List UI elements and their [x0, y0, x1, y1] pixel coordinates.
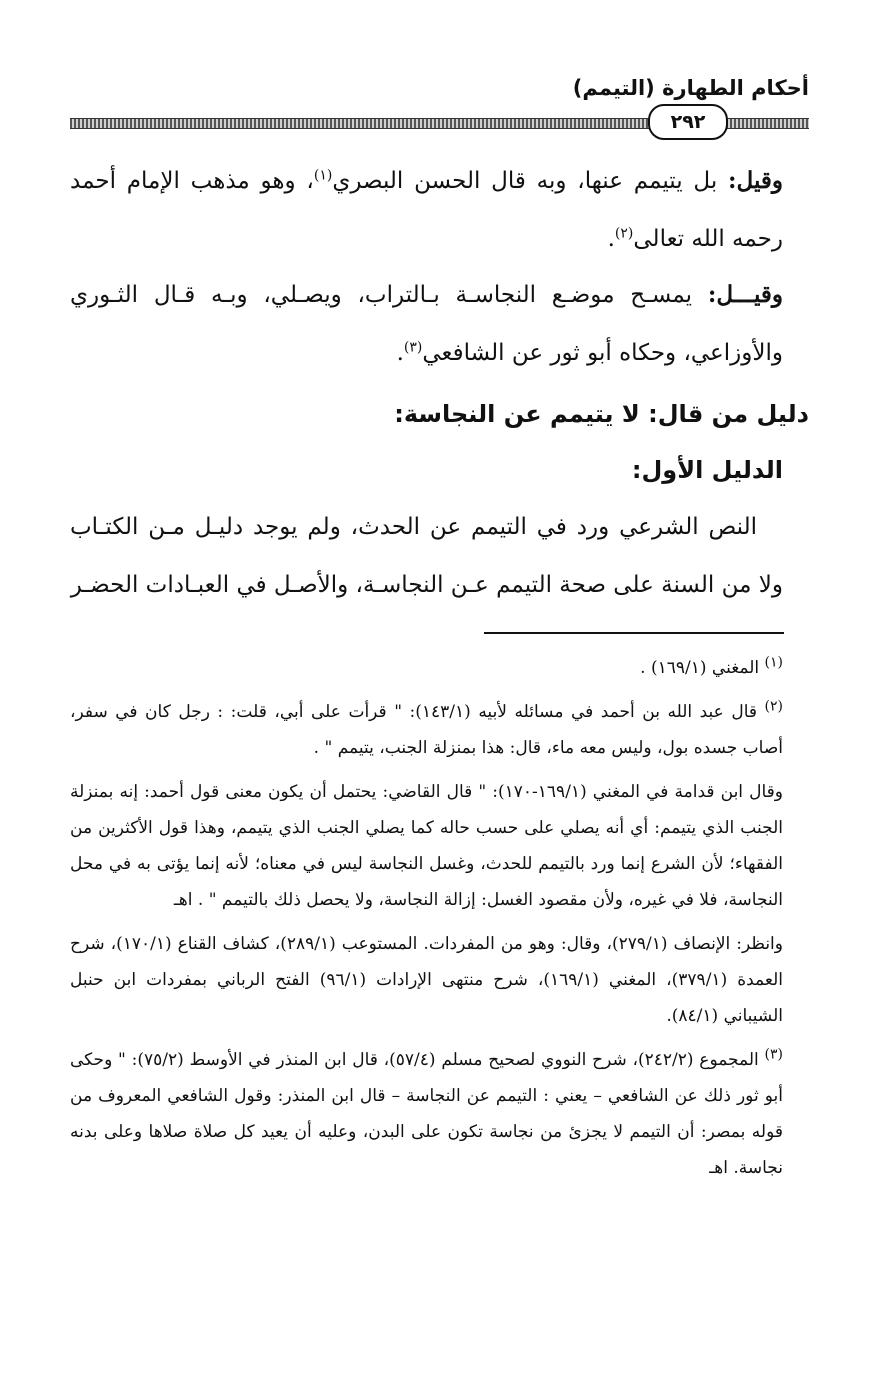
paragraph-3: النص الشرعي ورد في التيمم عن الحدث، ولم يوجد دليـل مـن الكتـاب ولا من السنة على صحة التيمم عـن النجاسـة، والأصـل في العبـادات الحضـر — [70, 514, 783, 598]
paragraph-1-end: . — [607, 226, 615, 252]
paragraph-1 — [70, 152, 783, 268]
footnote-ref-2: (٢) — [614, 225, 634, 242]
footnote-2-number: (٢) — [764, 698, 783, 715]
paragraph-2-end: . — [396, 340, 404, 366]
footnote-2 — [70, 694, 783, 766]
footnote-3 — [70, 1042, 783, 1186]
footnote-ref-3: (٣) — [403, 339, 423, 356]
subsection-heading: الدليل الأول: — [631, 456, 783, 484]
section-heading: دليل من قال: لا يتيمم عن النجاسة: — [394, 400, 809, 428]
paragraph-2-text: يمسـح موضـع النجاسـة بـالتراب، ويصـلي، وبـه قـال الثـوري والأوزاعي، وحكاه أبو ثور عن الشافعي — [70, 282, 783, 366]
footnotes — [70, 650, 783, 1194]
footnote-1 — [70, 650, 783, 686]
paragraph-1-text-b: ، وهو مذهب الإمام أحمد رحمه الله تعالى — [70, 168, 783, 252]
footnote-1-number: (١) — [764, 654, 783, 671]
footnote-1-text: المغني (١٦٩/١) . — [640, 658, 765, 678]
footnote-2-continued: وقال ابن قدامة في المغني (١٦٩/١-١٧٠): " قال القاضي: يحتمل أن يكون معنى قول أحمد: إنه بمنزلة الجنب الذي يتيمم: أي أنه يصلي على حسب حاله كما يصلي الجنب الذي يتيمم، وهذا قول الأكثرين من الفقهاء؛ لأن الشرع إنما ورد بالتيمم للحدث، وغسل النجاسة ليس في معناه؛ لأنه إنما يؤتى به في محل النجاسة، فلا في غيره، ولأن مقصود الغسل: إزالة النجاسة، ولا يحصل ذلك بالتيمم " . اهـ — [70, 782, 783, 910]
paragraph-2 — [70, 266, 783, 382]
page-number: ٢٩٢ — [648, 104, 728, 140]
footnote-3-text: المجموع (٢٤٢/٢)، شرح النووي لصحيح مسلم (٥٧/٤)، قال ابن المنذر في الأوسط (٧٥/٢): " وحكى أبو ثور ذلك عن الشافعي – يعني : التيمم عن النجاسة – قال ابن المنذر: وقول الشافعي المعروف من قوله بمصر: أن التيمم لا يجزئ من نجاسة تكون على البدن، وعليه أن يعيد كل صلاة صلاها وعلى بدنه نجاسة. اهـ — [70, 1050, 783, 1178]
paragraph-1-lead: وقيل: — [728, 167, 783, 194]
running-title: أحكام الطهارة (التيمم) — [572, 76, 809, 100]
footnote-2-text: قال عبد الله بن أحمد في مسائله لأبيه (١٤٣/١): " قرأت على أبي، قلت: : رجل كان في سفر، أصاب جسده بول، وليس معه ماء، قال: هذا بمنزلة الجنب، يتيمم " . — [70, 702, 783, 758]
paragraph-2-lead: وقيـــل: — [707, 281, 783, 308]
footnote-divider — [484, 632, 784, 634]
paragraph-1-text: بل يتيمم عنها، وبه قال الحسن البصري — [332, 168, 729, 194]
footnote-ref-1: (١) — [313, 167, 333, 184]
footnote-2-see-also: وانظر: الإنصاف (٢٧٩/١)، وقال: وهو من المفردات. المستوعب (٢٨٩/١)، كشاف القناع (١٧٠/١)، شرح العمدة (٣٧٩/١)، المغني (١٦٩/١)، شرح منتهى الإرادات (٩٦/١) الفتح الرباني بمفردات ابن حنبل الشيباني (٨٤/١). — [70, 934, 783, 1026]
footnote-3-number: (٣) — [764, 1046, 783, 1063]
